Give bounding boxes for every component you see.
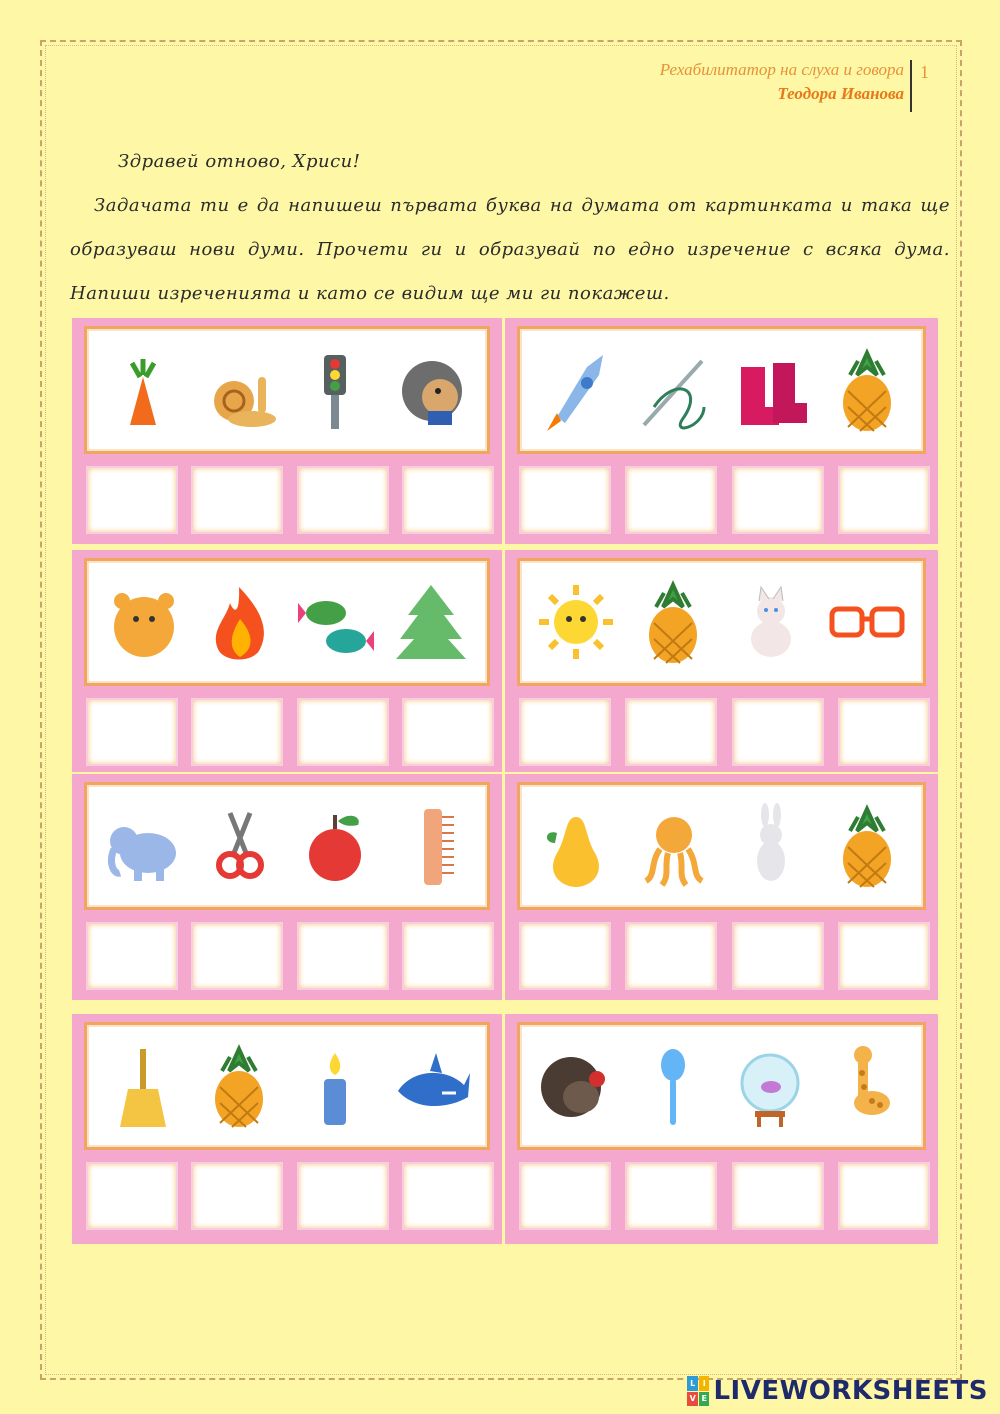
bear-icon [104, 579, 182, 665]
letter-answer-box[interactable] [86, 1162, 178, 1230]
pineapple-icon [828, 347, 906, 433]
letter-answer-box[interactable] [838, 1162, 930, 1230]
letter-answer-box[interactable] [519, 466, 611, 534]
letter-answer-box[interactable] [625, 466, 717, 534]
letter-boxes [86, 466, 494, 534]
letter-boxes [519, 922, 930, 990]
letter-answer-box[interactable] [732, 1162, 824, 1230]
elephant-icon [104, 803, 182, 889]
letter-answer-box[interactable] [838, 922, 930, 990]
carrot-icon [104, 347, 182, 433]
glasses-icon [828, 579, 906, 665]
picture-panel [517, 1022, 926, 1150]
boots-icon [731, 347, 809, 433]
exercise-card [72, 550, 502, 772]
letter-answer-box[interactable] [86, 922, 178, 990]
liveworksheets-logo [687, 1376, 988, 1406]
letter-answer-box[interactable] [191, 698, 283, 766]
letter-answer-box[interactable] [297, 466, 389, 534]
letter-answer-box[interactable] [297, 1162, 389, 1230]
rabbit-icon [731, 803, 809, 889]
page-header [660, 60, 912, 112]
snail-icon [200, 347, 278, 433]
letter-boxes [86, 1162, 494, 1230]
picture-panel [84, 326, 490, 454]
letter-answer-box[interactable] [625, 922, 717, 990]
logo-badge-letter: I [699, 1376, 710, 1391]
letter-answer-box[interactable] [625, 1162, 717, 1230]
letter-answer-box[interactable] [519, 1162, 611, 1230]
picture-panel [84, 782, 490, 910]
traffic-light-icon [296, 347, 374, 433]
picture-panel [517, 558, 926, 686]
candle-icon [296, 1043, 374, 1129]
pineapple-icon [828, 803, 906, 889]
octopus-icon [634, 803, 712, 889]
letter-boxes [519, 466, 930, 534]
picture-panel [517, 326, 926, 454]
broom-icon [104, 1043, 182, 1129]
letter-answer-box[interactable] [732, 466, 824, 534]
fir-tree-icon [392, 579, 470, 665]
apple-icon [296, 803, 374, 889]
exercise-card [72, 774, 502, 1000]
logo-text: LIVEWORKSHEETS [713, 1376, 988, 1406]
exercise-card [505, 774, 938, 1000]
exercise-card [72, 1014, 502, 1244]
pineapple-icon [634, 579, 712, 665]
giraffe-icon [828, 1043, 906, 1129]
picture-panel [84, 558, 490, 686]
header-author: Теодора Иванова [777, 84, 904, 103]
letter-answer-box[interactable] [732, 922, 824, 990]
picture-panel [517, 782, 926, 910]
logo-badge [687, 1376, 709, 1406]
page-number: 1 [920, 62, 929, 82]
letter-answer-box[interactable] [732, 698, 824, 766]
letter-answer-box[interactable] [191, 1162, 283, 1230]
letter-answer-box[interactable] [519, 698, 611, 766]
letter-answer-box[interactable] [402, 466, 494, 534]
picture-panel [84, 1022, 490, 1150]
greeting: Здравей отново, Хриси! [118, 151, 361, 172]
letter-answer-box[interactable] [625, 698, 717, 766]
letter-answer-box[interactable] [838, 466, 930, 534]
letter-boxes [86, 698, 494, 766]
letter-answer-box[interactable] [297, 698, 389, 766]
shark-icon [392, 1043, 470, 1129]
letter-answer-box[interactable] [86, 466, 178, 534]
letter-answer-box[interactable] [402, 698, 494, 766]
task-instructions: Задачата ти е да напишеш първата буква на думата от картинката и така ще образуваш нови думи. Прочети ги и образувай по едно изречение с всяка дума. Напиши изреченията и като се видим ще ми ги покажеш. [70, 195, 950, 304]
letter-answer-box[interactable] [191, 922, 283, 990]
cat-icon [731, 579, 809, 665]
logo-badge-letter: E [699, 1392, 710, 1407]
letter-answer-box[interactable] [402, 1162, 494, 1230]
exercise-card [72, 318, 502, 544]
pear-icon [537, 803, 615, 889]
letter-answer-box[interactable] [838, 698, 930, 766]
exercise-card [505, 318, 938, 544]
hedgehog-icon [392, 347, 470, 433]
comb-icon [392, 803, 470, 889]
pineapple-icon [200, 1043, 278, 1129]
sun-icon [537, 579, 615, 665]
aquarium-icon [731, 1043, 809, 1129]
letter-answer-box[interactable] [519, 922, 611, 990]
logo-badge-letter: L [687, 1376, 698, 1391]
exercise-card [505, 550, 938, 772]
letter-answer-box[interactable] [297, 922, 389, 990]
turkey-icon [537, 1043, 615, 1129]
fire-icon [200, 579, 278, 665]
spoon-icon [634, 1043, 712, 1129]
header-subtitle: Рехабилитатор на слуха и говора [659, 60, 904, 79]
letter-answer-box[interactable] [402, 922, 494, 990]
scissors-icon [200, 803, 278, 889]
letter-boxes [519, 698, 930, 766]
fish-icon [296, 579, 374, 665]
letter-boxes [519, 1162, 930, 1230]
letter-boxes [86, 922, 494, 990]
intro-text [70, 140, 950, 316]
exercise-card [505, 1014, 938, 1244]
letter-answer-box[interactable] [86, 698, 178, 766]
letter-answer-box[interactable] [191, 466, 283, 534]
needle-icon [634, 347, 712, 433]
rocket-icon [537, 347, 615, 433]
logo-badge-letter: V [687, 1392, 698, 1407]
